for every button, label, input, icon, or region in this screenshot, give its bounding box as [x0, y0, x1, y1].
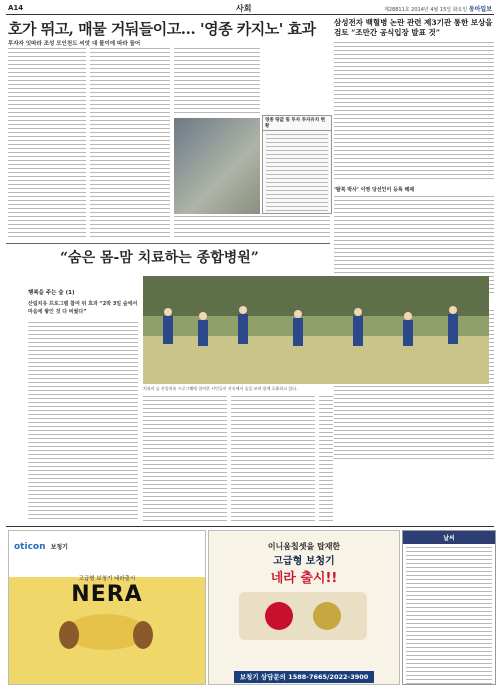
table-rows	[266, 134, 328, 214]
issue-info: 제28811호 2014년 4월 15일 화요일	[384, 7, 468, 13]
ad2-illustration	[209, 586, 397, 646]
oticon-slogan: 보청기	[50, 544, 68, 551]
hearing-aid-illustration	[9, 607, 203, 657]
paper-name: 동아일보	[468, 6, 492, 13]
main-headline: 호가 뛰고, 매물 거둬들이고… '영종 카지노' 효과	[8, 20, 316, 38]
second-column-4	[319, 396, 333, 522]
ad2-line-3: 네라 출시!!	[270, 571, 338, 586]
oticon-brand: oticon	[14, 542, 46, 552]
second-column-2	[143, 396, 227, 522]
second-byline: 행복을 주는 숲 (1)	[28, 290, 75, 296]
main-column-1	[8, 48, 86, 238]
forest-healing-photo	[143, 276, 489, 384]
sidebar-body-1	[334, 42, 494, 182]
header-rule	[6, 14, 494, 15]
main-column-4	[174, 216, 330, 240]
table-title: 영종 땅값 및 투자 투자유치 현황	[263, 116, 331, 131]
oticon-ad	[8, 530, 206, 685]
hearing-aid-ad	[208, 530, 400, 685]
weather-box	[402, 530, 496, 685]
main-column-2	[90, 48, 170, 238]
main-photo	[174, 118, 260, 214]
second-column-3	[231, 396, 315, 522]
sidebar-headline: 삼성전자 백혈병 논란 관련 제3기관 통한 보상을 검토 “조만간 공식입장 발표 것”	[334, 18, 493, 37]
weather-table	[406, 547, 492, 685]
nera-brand: NERA	[71, 582, 143, 607]
second-column-1	[28, 322, 138, 522]
sidebar-column	[334, 18, 494, 460]
main-column-3	[174, 48, 260, 114]
ad2-line-1: 이니움칩셋을 탑재한	[267, 542, 341, 551]
second-subline: 산림치유 프로그램 참여 뒤 효과 “2박 3일 숲에서 마음에 쌓인 것 다 비웠다”	[28, 301, 138, 315]
photo-caption: 치유의 숲 산림치유 프로그램에 참여한 시민들이 산속에서 숲을 보며 함께 호흡하고 있다.	[143, 386, 298, 391]
ad-rule	[6, 526, 494, 527]
ad2-phone: 보청기 상담문의 1588-7665/2022-3900	[234, 671, 375, 683]
main-subhead: 투자자 잇따라 조성 모인천도 씨앗 대 물이에 따라 들어	[8, 41, 141, 47]
section-rule	[6, 243, 330, 244]
second-headline: “숨은 몸-맘 치료하는 종합병원”	[60, 250, 259, 266]
section-label: 사회	[236, 4, 252, 13]
page-number: A14	[8, 4, 24, 12]
land-price-table	[262, 115, 332, 214]
nera-tag: 고급형 보청기 네라출시	[78, 576, 136, 582]
masthead-right	[384, 4, 492, 13]
ad2-line-2: 고급형 보청기	[273, 556, 335, 567]
weather-title: 날씨	[403, 531, 495, 544]
sidebar-sub-1: ‘탈북 박사’ 이영 당선인이 등록 해제	[334, 187, 415, 193]
